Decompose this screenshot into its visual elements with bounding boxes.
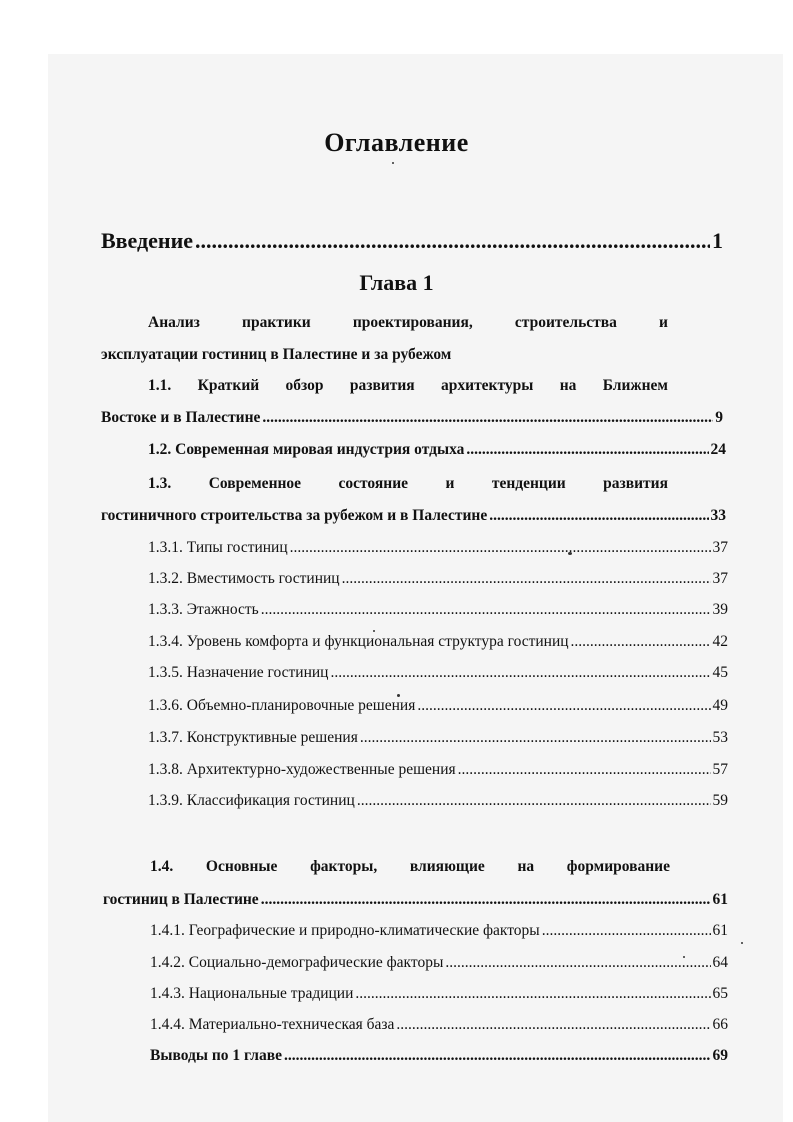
toc-entry-label: 1.3.9. Классификация гостиниц xyxy=(148,792,355,809)
toc-page-number: 57 xyxy=(712,761,728,778)
toc-entry-1-3-6[interactable] xyxy=(148,697,728,715)
toc-entry-1-4-2[interactable] xyxy=(150,954,728,972)
chapter-subtitle-line2: эксплуатации гостиниц в Палестине и за рубежом xyxy=(101,346,452,363)
toc-entry-1-3-2[interactable] xyxy=(148,570,728,588)
dot-leader xyxy=(290,539,711,557)
dot-leader xyxy=(262,409,713,427)
toc-entry-label: 1.2. Современная мировая индустрия отдыха xyxy=(148,441,465,458)
toc-entry-1-3-3[interactable] xyxy=(148,601,728,619)
dot-leader xyxy=(466,441,708,459)
toc-entry-label: Востоке и в Палестине xyxy=(101,409,261,426)
dot-leader xyxy=(445,954,710,972)
toc-page-number: 9 xyxy=(715,409,723,426)
toc-entry-label: 1.3.4. Уровень комфорта и функциональная структура гостиниц xyxy=(148,633,569,650)
toc-entry-label: 1.4.3. Национальные традиции xyxy=(150,985,354,1002)
toc-page-number: 49 xyxy=(712,697,728,714)
toc-page-number: 61 xyxy=(712,922,728,939)
dot-leader xyxy=(355,985,710,1003)
toc-entry-label: 1.4.2. Социально-демографические факторы xyxy=(150,954,444,971)
dot-leader xyxy=(571,633,711,651)
toc-entry-1-4-1[interactable] xyxy=(150,922,728,940)
toc-entry-1-3[interactable] xyxy=(101,507,726,525)
scan-speck xyxy=(568,552,572,555)
dot-leader xyxy=(342,570,711,588)
toc-entry-label: гостиничного строительства за рубежом и в Палестине xyxy=(101,507,488,524)
toc-entry-1-3-line1[interactable]: 1.3. Современное состояние и тенденции развития xyxy=(148,475,668,492)
toc-page-number: 69 xyxy=(712,1047,728,1064)
dot-leader xyxy=(360,729,711,747)
toc-entry-label: гостиниц в Палестине xyxy=(103,891,259,908)
dot-leader xyxy=(542,922,711,940)
toc-entry-1-3-4[interactable] xyxy=(148,633,728,651)
toc-entry-1-1[interactable] xyxy=(101,409,723,427)
toc-entry-1-4[interactable] xyxy=(103,891,728,909)
toc-entry-1-1-line1[interactable]: 1.1. Краткий обзор развития архитектуры на Ближнем xyxy=(148,377,668,394)
toc-entry-label: 1.3.7. Конструктивные решения xyxy=(148,729,358,746)
toc-page-number: 59 xyxy=(712,792,728,809)
dot-leader xyxy=(396,1016,710,1034)
dot-leader xyxy=(458,761,711,779)
toc-page-number: 66 xyxy=(712,1016,728,1033)
dot-leader xyxy=(284,1047,711,1065)
scan-speck xyxy=(741,942,743,944)
toc-entry-label: 1.3.6. Объемно-планировочные решения xyxy=(148,697,416,714)
toc-page-number: 37 xyxy=(712,570,728,587)
chapter-heading: Глава 1 xyxy=(359,270,434,295)
toc-entry-1-3-9[interactable] xyxy=(148,792,728,810)
toc-entry-label: Выводы по 1 главе xyxy=(150,1047,282,1064)
dot-leader xyxy=(195,228,710,254)
toc-entry-label: Введение xyxy=(101,228,194,253)
toc-entry-label: 1.4.4. Материально-техническая база xyxy=(150,1016,395,1033)
toc-entry-1-4-line1[interactable]: 1.4. Основные факторы, влияющие на формирование xyxy=(150,858,670,875)
toc-page-number: 45 xyxy=(712,664,728,681)
toc-entry-label: 1.3.1. Типы гостиниц xyxy=(148,539,288,556)
scan-speck xyxy=(392,162,394,164)
toc-page-number: 42 xyxy=(712,633,728,650)
chapter-subtitle-line1: Анализ практики проектирования, строительства и xyxy=(148,314,668,331)
toc-entry-1-3-7[interactable] xyxy=(148,729,728,747)
toc-page-number: 39 xyxy=(712,601,728,618)
toc-entry-label: 1.4.1. Географические и природно-климатические факторы xyxy=(150,922,540,939)
scan-speck xyxy=(397,694,400,697)
page-title: Оглавление xyxy=(324,128,469,157)
dot-leader xyxy=(330,664,710,682)
toc-entry-1-4-4[interactable] xyxy=(150,1016,728,1034)
toc-entry-label: 1.3.3. Этажность xyxy=(148,601,259,618)
toc-entry-1-2[interactable] xyxy=(148,441,726,459)
toc-page-number: 61 xyxy=(712,891,728,908)
toc-entry-1-3-8[interactable] xyxy=(148,761,728,779)
dot-leader xyxy=(489,507,708,525)
toc-page-number: 33 xyxy=(710,507,726,524)
toc-page-number: 1 xyxy=(712,228,723,253)
toc-page-number: 64 xyxy=(712,954,728,971)
toc-entry-intro[interactable] xyxy=(101,228,723,254)
dot-leader xyxy=(417,697,710,715)
toc-page-number: 37 xyxy=(712,539,728,556)
toc-entry-label: 1.3.2. Вместимость гостиниц xyxy=(148,570,340,587)
scan-speck xyxy=(373,630,375,632)
toc-entry-conclusions[interactable] xyxy=(150,1047,728,1065)
dot-leader xyxy=(261,891,711,909)
toc-entry-1-3-1[interactable] xyxy=(148,539,728,557)
toc-entry-label: 1.3.5. Назначение гостиниц xyxy=(148,664,329,681)
dot-leader xyxy=(261,601,711,619)
scan-speck xyxy=(683,956,685,958)
toc-page-number: 24 xyxy=(710,441,726,458)
toc-entry-1-3-5[interactable] xyxy=(148,664,728,682)
toc-entry-label: 1.3.8. Архитектурно-художественные решения xyxy=(148,761,456,778)
dot-leader xyxy=(357,792,711,810)
toc-page-number: 65 xyxy=(712,985,728,1002)
toc-entry-1-4-3[interactable] xyxy=(150,985,728,1003)
toc-page-number: 53 xyxy=(712,729,728,746)
